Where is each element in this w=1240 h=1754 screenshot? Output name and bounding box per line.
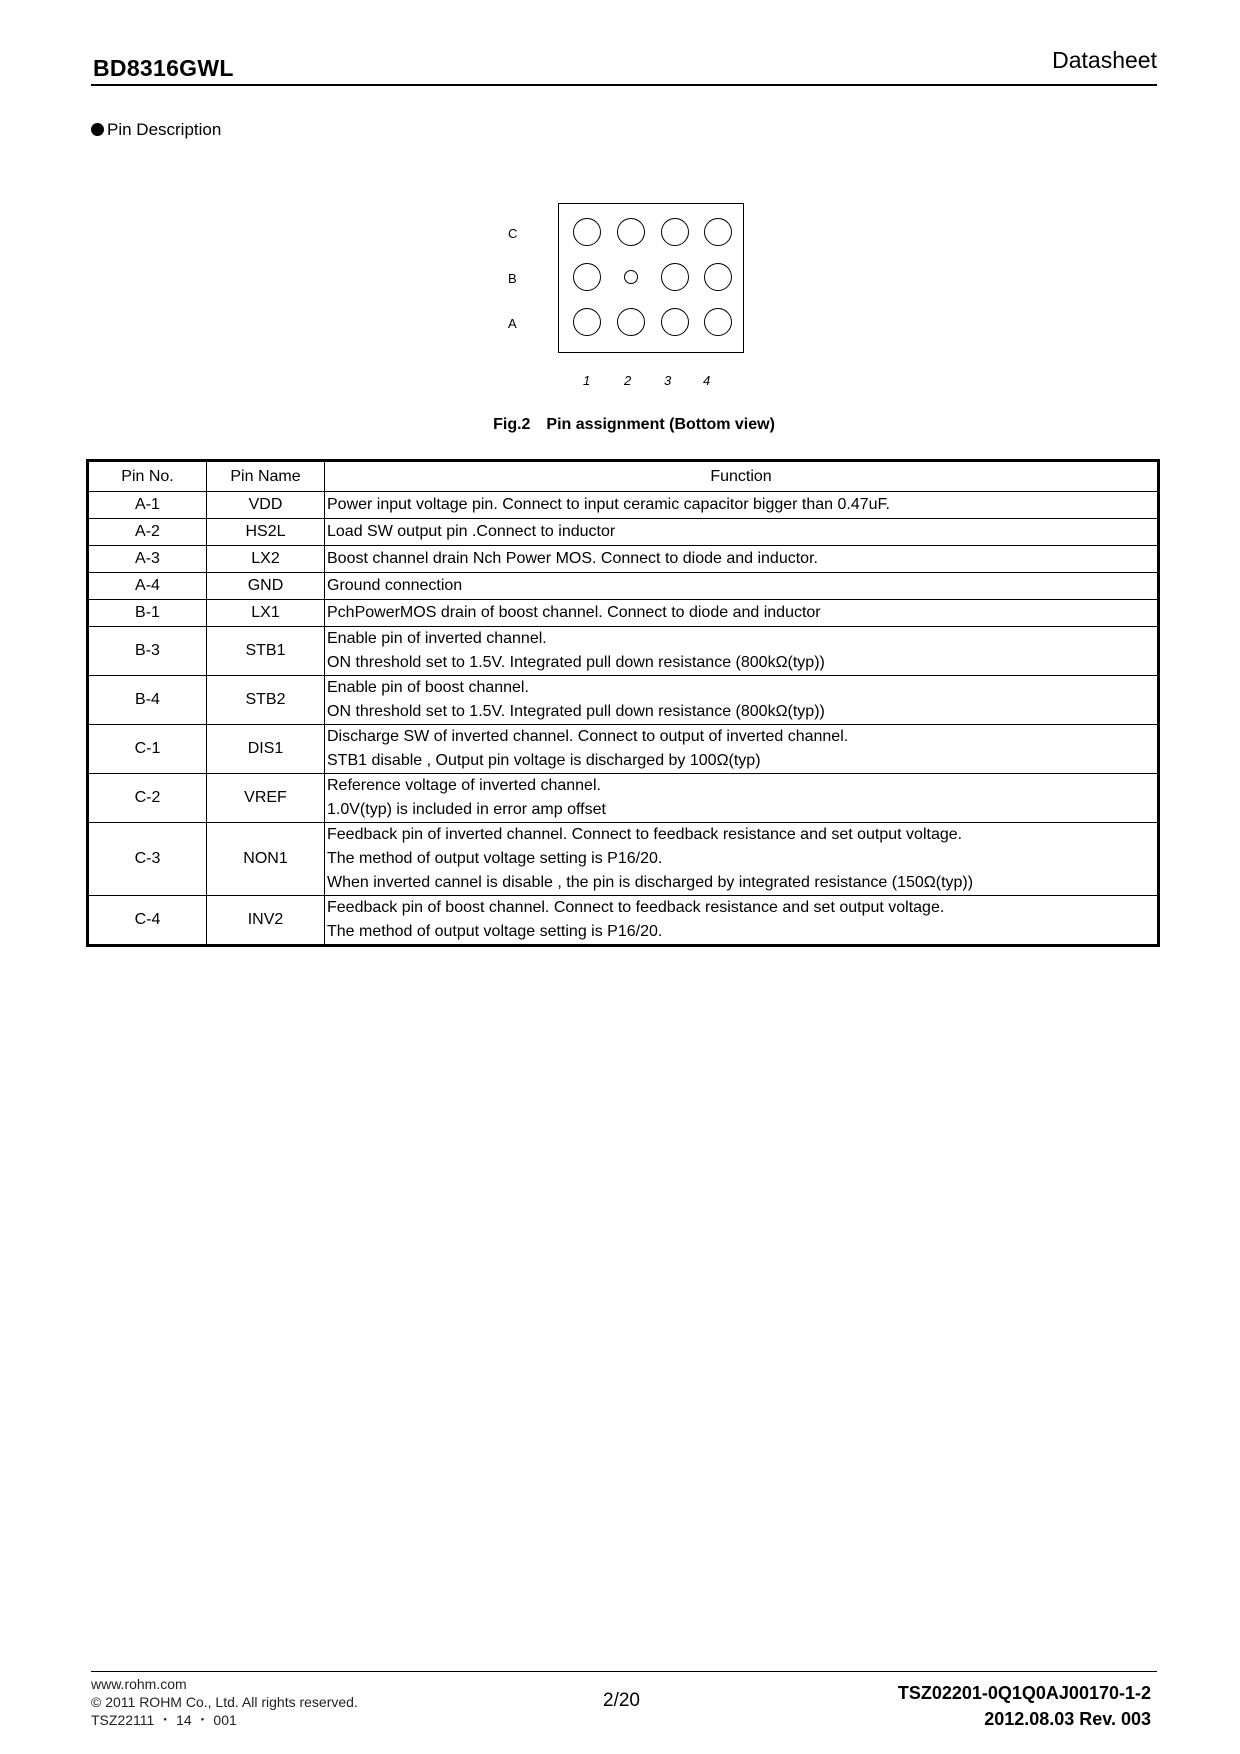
pin-name-cell: STB1 [207, 627, 325, 676]
ball-a4 [704, 308, 732, 336]
header-pin-no: Pin No. [88, 461, 207, 492]
ball-c2 [617, 218, 645, 246]
table-row [88, 519, 1159, 546]
pin-no-cell: A-4 [88, 573, 207, 600]
pin-name-cell: INV2 [207, 896, 325, 946]
ball-a2 [617, 308, 645, 336]
col-label-2: 2 [624, 373, 632, 388]
function-line: Enable pin of boost channel. [327, 679, 529, 696]
ball-b4 [704, 263, 732, 291]
table-row [88, 627, 1159, 676]
pin-name-cell: HS2L [207, 519, 325, 546]
function-line: The method of output voltage setting is P16/20. [327, 923, 663, 940]
row-label-b: B [508, 271, 517, 286]
function-line: Feedback pin of boost channel. Connect to feedback resistance and set output voltage. [327, 899, 945, 916]
function-line: PchPowerMOS drain of boost channel. Connect to diode and inductor [327, 604, 821, 621]
function-line: ON threshold set to 1.5V. Integrated pull down resistance (800kΩ(typ)) [327, 703, 825, 720]
table-row [88, 823, 1159, 896]
function-line: Reference voltage of inverted channel. [327, 777, 601, 794]
ball-b2-unpopulated [624, 270, 638, 284]
table-header-row [88, 461, 1159, 492]
function-line: 1.0V(typ) is included in error amp offset [327, 801, 606, 818]
row-label-a: A [508, 316, 517, 331]
function-cell [325, 492, 1159, 519]
pin-name-cell: GND [207, 573, 325, 600]
function-line: When inverted cannel is disable , the pin is discharged by integrated resistance (150Ω(typ)) [327, 874, 974, 891]
function-line: Boost channel drain Nch Power MOS. Connect to diode and inductor. [327, 550, 818, 567]
pin-name-cell: STB2 [207, 676, 325, 725]
pin-no-cell: A-3 [88, 546, 207, 573]
header-pin-name: Pin Name [207, 461, 325, 492]
function-line: STB1 disable , Output pin voltage is discharged by 100Ω(typ) [327, 752, 761, 769]
table-row [88, 492, 1159, 519]
pin-description-table [86, 459, 1160, 947]
pin-name-cell: LX1 [207, 600, 325, 627]
function-cell [325, 676, 1159, 725]
pin-no-cell: C-4 [88, 896, 207, 946]
table-row [88, 600, 1159, 627]
pin-name-cell: DIS1 [207, 725, 325, 774]
form-code: TSZ22111 ・ 14 ・ 001 [91, 1712, 237, 1728]
page-number: 2/20 [603, 1690, 640, 1711]
pin-name-cell: VDD [207, 492, 325, 519]
pin-no-cell: B-3 [88, 627, 207, 676]
ball-c4 [704, 218, 732, 246]
function-cell [325, 774, 1159, 823]
function-line: The method of output voltage setting is P16/20. [327, 850, 663, 867]
function-cell [325, 896, 1159, 946]
ball-a3 [661, 308, 689, 336]
pin-no-cell: B-4 [88, 676, 207, 725]
pin-name-cell: VREF [207, 774, 325, 823]
table-row [88, 573, 1159, 600]
function-cell [325, 519, 1159, 546]
ball-c1 [573, 218, 601, 246]
function-cell [325, 573, 1159, 600]
table-row [88, 725, 1159, 774]
function-line: Discharge SW of inverted channel. Connect to output of inverted channel. [327, 728, 849, 745]
ball-b3 [661, 263, 689, 291]
function-line: Feedback pin of inverted channel. Connect to feedback resistance and set output voltage. [327, 826, 963, 843]
figure-caption: Fig.2 Pin assignment (Bottom view) [493, 416, 775, 433]
pin-no-cell: C-1 [88, 725, 207, 774]
doc-type: Datasheet [1052, 47, 1157, 73]
table-row [88, 546, 1159, 573]
col-label-4: 4 [703, 373, 711, 388]
package-outline [558, 203, 744, 353]
function-cell [325, 627, 1159, 676]
function-cell [325, 546, 1159, 573]
section-title: Pin Description [107, 120, 222, 139]
table-row [88, 774, 1159, 823]
pin-no-cell: C-2 [88, 774, 207, 823]
part-number: BD8316GWL [93, 55, 234, 81]
function-cell [325, 725, 1159, 774]
header-rule [91, 84, 1157, 86]
function-line: Ground connection [327, 577, 463, 594]
function-line: Enable pin of inverted channel. [327, 630, 547, 647]
pin-no-cell: C-3 [88, 823, 207, 896]
doc-number: TSZ02201-0Q1Q0AJ00170-1-2 [897, 1683, 1151, 1703]
function-cell [325, 600, 1159, 627]
function-line: Power input voltage pin. Connect to input ceramic capacitor bigger than 0.47uF. [327, 496, 890, 513]
table-row [88, 896, 1159, 946]
section-heading [91, 120, 221, 140]
pin-no-cell: A-2 [88, 519, 207, 546]
col-label-1: 1 [583, 373, 591, 388]
ball-a1 [573, 308, 601, 336]
website-link[interactable]: www.rohm.com [91, 1676, 187, 1692]
copyright: © 2011 ROHM Co., Ltd. All rights reserved. [91, 1694, 358, 1710]
header-function: Function [325, 461, 1159, 492]
bullet-icon [91, 123, 104, 136]
col-label-3: 3 [664, 373, 672, 388]
footer-right [898, 1680, 1151, 1732]
function-line: Load SW output pin .Connect to inductor [327, 523, 616, 540]
ball-b1 [573, 263, 601, 291]
footer-rule [91, 1671, 1157, 1672]
function-cell [325, 823, 1159, 896]
row-label-c: C [508, 226, 518, 241]
pin-no-cell: A-1 [88, 492, 207, 519]
ball-c3 [661, 218, 689, 246]
pin-name-cell: LX2 [207, 546, 325, 573]
table-row [88, 676, 1159, 725]
function-line: ON threshold set to 1.5V. Integrated pull down resistance (800kΩ(typ)) [327, 654, 825, 671]
pin-no-cell: B-1 [88, 600, 207, 627]
footer-left [91, 1675, 358, 1729]
pin-name-cell: NON1 [207, 823, 325, 896]
date-revision: 2012.08.03 Rev. 003 [984, 1709, 1151, 1729]
